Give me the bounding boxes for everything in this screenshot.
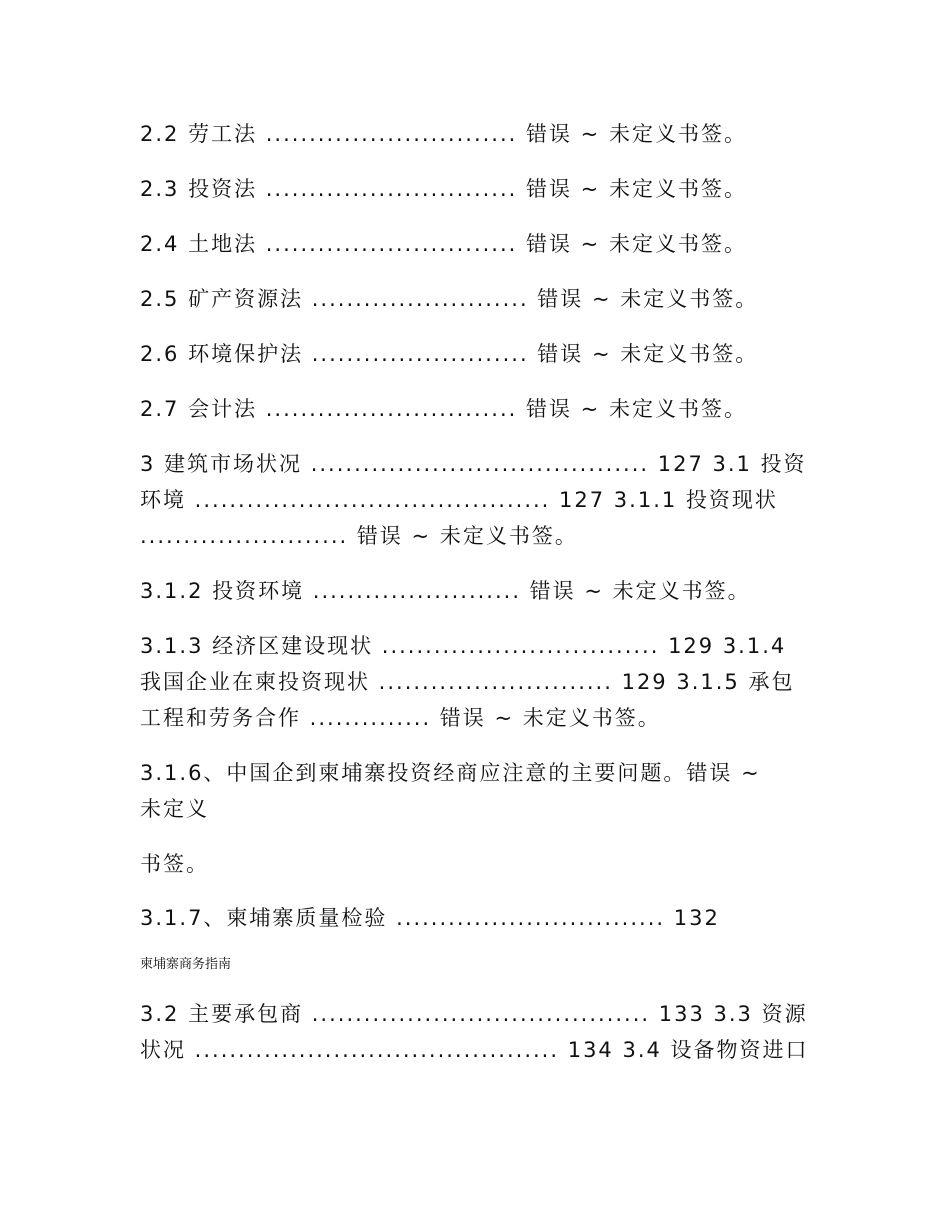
toc-entry-2-2: 2.2 劳工法 ............................. 错误 ~ 未定义书签。 (140, 122, 747, 146)
toc-entry-3-line-1: 3 建筑市场状况 ....................................... 127 3.1 投资 (140, 452, 807, 476)
toc-entry-2-5: 2.5 矿产资源法 ......................... 错误 ~ 未定义书签。 (140, 287, 759, 311)
toc-entry-3-1-6-line-3: 书签。 (140, 852, 209, 876)
toc-entry-3-1-3-line-1: 3.1.3 经济区建设现状 ................................ 129 3.1.4 (140, 634, 787, 658)
toc-entry-3-line-3: ........................ 错误 ~ 未定义书签。 (140, 524, 578, 548)
toc-entry-3-1-2: 3.1.2 投资环境 ........................ 错误 ~ 未定义书签。 (140, 579, 751, 603)
toc-entry-2-6: 2.6 环境保护法 ......................... 错误 ~ 未定义书签。 (140, 342, 759, 366)
toc-entry-3-2-line-1: 3.2 主要承包商 ....................................... 133 3.3 资源 (140, 1002, 808, 1026)
toc-entry-3-line-2: 环境 ......................................... 127 3.1.1 投资现状 (140, 488, 778, 512)
toc-entry-3-1-3-line-3: 工程和劳务合作 .............. 错误 ~ 未定义书签。 (140, 706, 661, 730)
running-header: 柬埔寨商务指南 (140, 957, 232, 972)
toc-entry-2-3: 2.3 投资法 ............................. 错误 ~ 未定义书签。 (140, 177, 747, 201)
toc-entry-3-2-line-2: 状况 .......................................... 134 3.4 设备物资进口 (140, 1038, 809, 1062)
toc-entry-3-1-3-line-2: 我国企业在柬投资现状 ........................... 129 3.1.5 承包 (140, 670, 795, 694)
toc-entry-3-1-7: 3.1.7、柬埔寨质量检验 ............................... 132 (140, 906, 720, 930)
toc-entry-3-1-6-line-2: 未定义 (140, 797, 209, 821)
toc-entry-2-7: 2.7 会计法 ............................. 错误 ~ 未定义书签。 (140, 397, 747, 421)
toc-entry-2-4: 2.4 土地法 ............................. 错误 ~ 未定义书签。 (140, 232, 747, 256)
toc-entry-3-1-6-line-1: 3.1.6、中国企到柬埔寨投资经商应注意的主要问题。错误 ~ (140, 761, 761, 785)
